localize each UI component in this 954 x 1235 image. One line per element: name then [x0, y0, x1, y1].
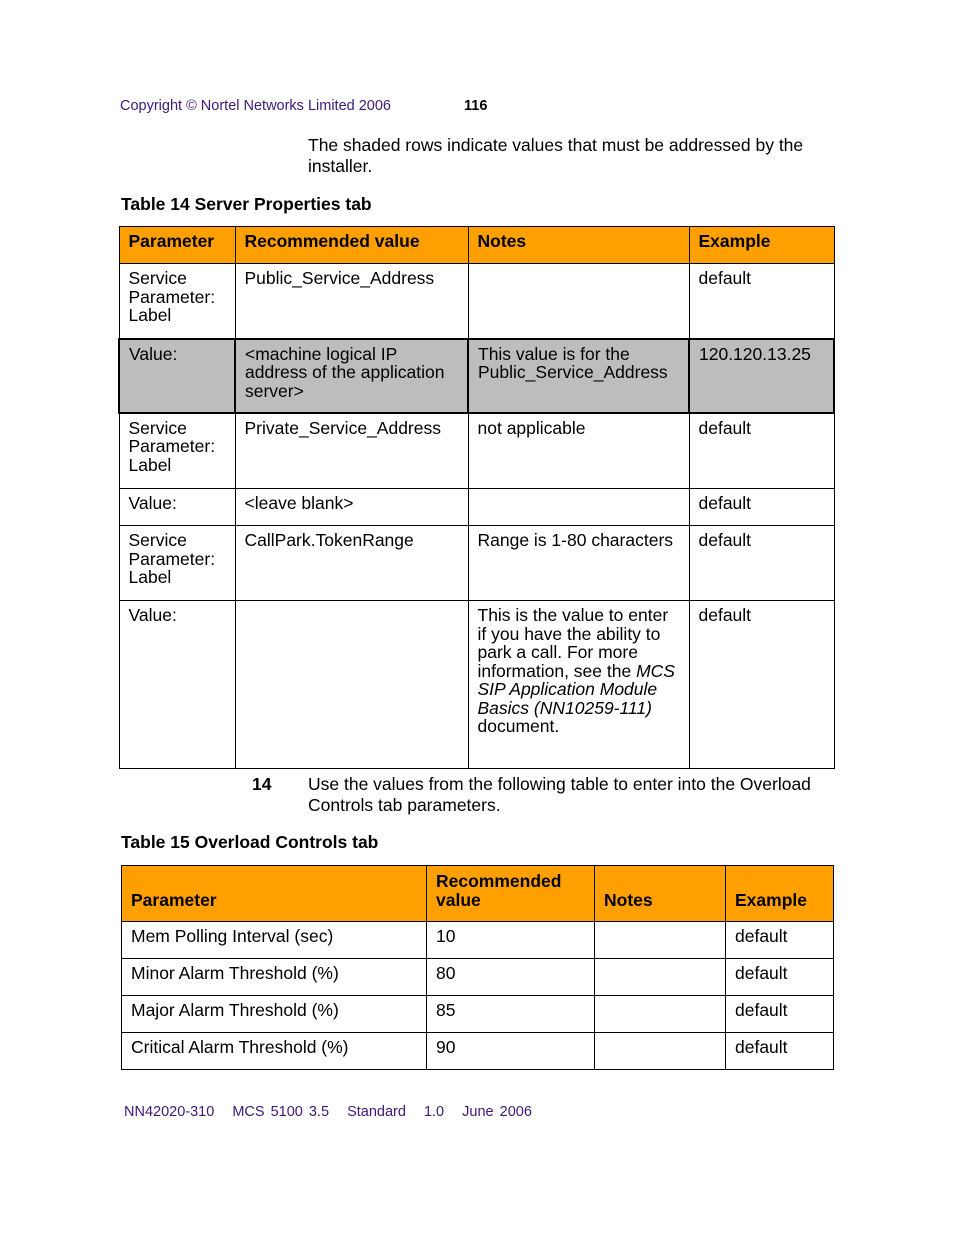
parameter-cell: Major Alarm Threshold (%): [122, 996, 427, 1033]
example-cell: default: [689, 489, 834, 526]
parameter-cell: Critical Alarm Threshold (%): [122, 1033, 427, 1070]
parameter-cell: Service Parameter: Label: [119, 526, 235, 601]
column-header: Parameter: [122, 866, 427, 922]
example-cell: default: [726, 996, 834, 1033]
intro-paragraph: The shaded rows indicate values that must be addressed by the installer.: [308, 135, 804, 176]
recommended-cell: Public_Service_Address: [235, 264, 468, 339]
notes-cell: [595, 922, 726, 959]
table14-caption: Table 14 Server Properties tab: [121, 194, 372, 214]
copyright-notice: Copyright © Nortel Networks Limited 2006: [120, 98, 391, 114]
column-header: Example: [689, 227, 834, 264]
table-row: [119, 413, 834, 489]
example-cell: 120.120.13.25: [689, 339, 834, 413]
recommended-cell: 90: [427, 1033, 595, 1070]
column-header: Notes: [468, 227, 689, 264]
step-number: 14: [252, 774, 272, 794]
example-cell: default: [726, 1033, 834, 1070]
example-cell: default: [689, 526, 834, 601]
example-cell: default: [726, 922, 834, 959]
notes-cell: [468, 601, 689, 769]
doc-version: 1.0: [423, 1104, 445, 1120]
example-cell: default: [689, 264, 834, 339]
doc-status: Standard: [347, 1104, 406, 1120]
table-row: [119, 601, 834, 769]
column-header: Recommended value: [235, 227, 468, 264]
notes-cell: [468, 489, 689, 526]
notes-cell: Range is 1-80 characters: [468, 526, 689, 601]
column-header: Recommended value: [427, 866, 595, 922]
notes-cell: This value is for the Public_Service_Address: [468, 339, 689, 413]
table15-caption: Table 15 Overload Controls tab: [121, 832, 379, 852]
recommended-cell: Private_Service_Address: [235, 413, 468, 489]
table-header-row: [122, 866, 834, 922]
step-text: Use the values from the following table to enter into the Overload Controls tab parameters.: [308, 774, 811, 815]
notes-cell: [595, 1033, 726, 1070]
parameter-cell: Value:: [119, 601, 235, 769]
column-header: Notes: [595, 866, 726, 922]
overload-controls-table: [121, 865, 834, 1070]
page-footer: [124, 1104, 544, 1120]
recommended-cell: 85: [427, 996, 595, 1033]
example-cell: default: [689, 413, 834, 489]
recommended-cell: 80: [427, 959, 595, 996]
recommended-cell: <machine logical IP address of the application server>: [235, 339, 468, 413]
notes-cell: [595, 996, 726, 1033]
table-row: [122, 959, 834, 996]
parameter-cell: Minor Alarm Threshold (%): [122, 959, 427, 996]
parameter-cell: Value:: [119, 339, 235, 413]
table-row-shaded: [119, 339, 834, 413]
table-row: [119, 489, 834, 526]
document-reference: MCS SIP Application Module Basics (NN10259-111): [477, 660, 675, 718]
table-header-row: [119, 227, 834, 264]
example-cell: default: [689, 601, 834, 769]
example-cell: default: [726, 959, 834, 996]
parameter-cell: Service Parameter: Label: [119, 413, 235, 489]
notes-text: This is the value to enter if you have the ability to park a call. For more information, see the: [477, 605, 669, 681]
recommended-cell: <leave blank>: [235, 489, 468, 526]
notes-cell: not applicable: [468, 413, 689, 489]
table-row: [122, 922, 834, 959]
product-name: MCS 5100 3.5: [232, 1104, 330, 1120]
doc-number: NN42020-310: [124, 1104, 215, 1120]
server-properties-table: [118, 226, 835, 769]
doc-date: June 2006: [462, 1104, 532, 1120]
table-row: [122, 996, 834, 1033]
notes-cell: [468, 264, 689, 339]
parameter-cell: Service Parameter: Label: [119, 264, 235, 339]
parameter-cell: Mem Polling Interval (sec): [122, 922, 427, 959]
table-row: [119, 526, 834, 601]
notes-cell: [595, 959, 726, 996]
parameter-cell: Value:: [119, 489, 235, 526]
recommended-cell: CallPark.TokenRange: [235, 526, 468, 601]
page-number: 116: [464, 98, 488, 114]
table-row: [122, 1033, 834, 1070]
column-header: Example: [726, 866, 834, 922]
column-header: Parameter: [119, 227, 235, 264]
notes-text: document.: [477, 716, 560, 736]
recommended-cell: 10: [427, 922, 595, 959]
table-row: [119, 264, 834, 339]
recommended-cell: [235, 601, 468, 769]
